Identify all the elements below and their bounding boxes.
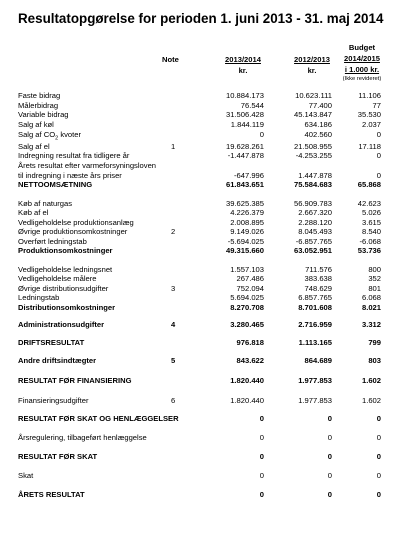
value-budget-2014-2015: 65.868 (357, 180, 381, 189)
table-row (0, 471, 400, 481)
row-label: Årsregulering, tilbageført henlæggelse (18, 433, 147, 442)
row-label: NETTOOMSÆTNING (18, 180, 93, 189)
table-row (0, 199, 400, 209)
value-2013-2014: 1.820.440 (230, 375, 264, 385)
value-2013-2014: -1.447.878 (227, 151, 264, 160)
col3-title: Budget (348, 43, 376, 52)
value-budget-2014-2015: 5.026 (361, 208, 381, 217)
value-2012-2013: 0 (327, 451, 332, 461)
value-2013-2014: 3.280.465 (230, 320, 264, 329)
row-label: Køb af naturgas (18, 198, 73, 208)
row-label-tail: kvoter (58, 129, 82, 139)
value-2012-2013: 45.143.847 (293, 110, 332, 119)
table-row (0, 396, 400, 406)
value-2012-2013: 0 (327, 470, 332, 480)
row-label: Skat (18, 470, 34, 480)
col1-year: 2013/2014 (225, 55, 261, 64)
col2-unit: kr. (307, 66, 317, 75)
value-2012-2013: 0 (327, 413, 332, 423)
table-row (0, 320, 400, 330)
value-2013-2014: 0 (259, 129, 264, 139)
value-2012-2013: 634.186 (304, 119, 332, 129)
row-label: Vedligeholdelse ledningsnet (18, 264, 113, 274)
value-2013-2014: 0 (259, 433, 264, 442)
value-2013-2014: 76.544 (240, 100, 264, 110)
value-2013-2014: 267.486 (236, 274, 264, 283)
value-budget-2014-2015: 35.530 (357, 110, 381, 119)
value-2012-2013: 2.716.959 (298, 320, 332, 329)
value-2012-2013: 75.584.683 (293, 180, 332, 189)
value-budget-2014-2015: 53.736 (357, 246, 381, 255)
col1-unit: kr. (238, 66, 248, 75)
row-note: 6 (171, 395, 176, 405)
row-label: Vedligeholdelse produktionsanlæg (18, 217, 134, 227)
value-budget-2014-2015: 801 (368, 283, 381, 293)
value-2012-2013: 56.909.783 (293, 198, 332, 208)
col3-note: (Ikke revideret) (342, 76, 382, 82)
value-budget-2014-2015: 8.021 (361, 302, 381, 312)
row-label: ÅRETS RESULTAT (18, 489, 85, 499)
row-note: 2 (171, 227, 176, 236)
table-row (0, 151, 400, 161)
value-2012-2013: 748.629 (304, 283, 332, 293)
table-row (0, 356, 400, 366)
value-budget-2014-2015: 1.602 (361, 375, 381, 385)
row-label: RESULTAT FØR SKAT (18, 451, 98, 461)
value-2013-2014: 0 (259, 413, 264, 423)
row-label: til indregning i næste års priser (18, 170, 122, 180)
col3-year: 2014/2015 (344, 54, 380, 63)
value-2013-2014: 61.843.651 (225, 180, 264, 189)
value-2012-2013: 1.977.853 (298, 395, 332, 405)
value-2012-2013: 63.052.951 (293, 246, 332, 255)
value-budget-2014-2015: 0 (376, 433, 381, 442)
col2-year: 2012/2013 (294, 55, 330, 64)
value-2013-2014: 4.226.379 (230, 208, 264, 217)
row-label: RESULTAT FØR SKAT OG HENLÆGGELSER (18, 413, 179, 423)
value-budget-2014-2015: 0 (376, 489, 381, 499)
value-budget-2014-2015: 0 (376, 413, 381, 423)
value-budget-2014-2015: -6.068 (359, 236, 381, 246)
value-budget-2014-2015: 0 (376, 451, 381, 461)
value-2012-2013: 402.560 (304, 129, 332, 139)
row-label: Variable bidrag (18, 110, 69, 119)
value-2012-2013: 864.689 (304, 355, 332, 365)
value-2012-2013: 1.977.853 (298, 375, 332, 385)
value-2012-2013: 10.623.111 (295, 91, 332, 100)
value-2013-2014: 2.008.895 (230, 217, 264, 227)
table-row (0, 161, 400, 171)
row-label: Produktionsomkostninger (18, 246, 113, 255)
table-row (0, 180, 400, 190)
value-2013-2014: 752.094 (236, 283, 264, 293)
value-budget-2014-2015: 800 (368, 264, 381, 274)
table-row (0, 265, 400, 275)
value-2013-2014: 0 (259, 470, 264, 480)
value-2013-2014: 10.884.173 (225, 91, 264, 100)
table-row (0, 284, 400, 294)
value-2012-2013: 77.400 (308, 100, 332, 110)
value-budget-2014-2015: 0 (376, 151, 381, 160)
value-budget-2014-2015: 77 (372, 100, 381, 110)
note-column-header: Note (162, 55, 179, 64)
row-label: Distributionsomkostninger (18, 302, 116, 312)
value-budget-2014-2015: 0 (376, 470, 381, 480)
table-row (0, 142, 400, 152)
value-2013-2014: 5.694.025 (230, 293, 264, 302)
row-label: Øvrige distributionsudgifter (18, 283, 109, 293)
row-label-subscript: 2 (55, 135, 59, 142)
value-2013-2014: -647.996 (234, 170, 264, 180)
value-2012-2013: 1.447.878 (298, 170, 332, 180)
col2-header (284, 55, 340, 76)
value-2013-2014: 31.506.428 (225, 110, 264, 119)
row-note: 3 (171, 283, 176, 293)
value-budget-2014-2015: 17.118 (358, 141, 381, 151)
row-label: Ledningstab (18, 293, 60, 302)
table-row (0, 218, 400, 228)
row-label-text: Salg af CO (18, 129, 56, 139)
table-row (0, 110, 400, 120)
value-budget-2014-2015: 6.068 (361, 293, 381, 302)
row-note: 1 (171, 141, 176, 151)
row-label: Øvrige produktionsomkostninger (18, 227, 128, 236)
value-2013-2014: 8.270.708 (230, 302, 264, 312)
row-label: Målerbidrag (18, 100, 59, 110)
table-row (0, 452, 400, 462)
value-budget-2014-2015: 0 (376, 129, 381, 139)
table-row (0, 237, 400, 247)
value-budget-2014-2015: 1.602 (361, 395, 381, 405)
table-row (0, 293, 400, 303)
value-2013-2014: 1.557.103 (230, 264, 264, 274)
value-2012-2013: 0 (327, 489, 332, 499)
value-2013-2014: 976.818 (236, 338, 264, 347)
row-label: Andre driftsindtægter (18, 355, 97, 365)
value-2012-2013: -4.253.255 (295, 151, 332, 160)
table-row (0, 101, 400, 111)
col3-unit: i 1.000 kr. (344, 65, 380, 74)
row-label: Vedligeholdelse målere (18, 274, 97, 283)
table-row (0, 120, 400, 130)
value-2013-2014: -5.694.025 (227, 236, 264, 246)
page-title: Resultatopgørelse for perioden 1. juni 2013 - 31. maj 2014 (18, 11, 384, 26)
value-budget-2014-2015: 799 (368, 338, 381, 347)
value-2013-2014: 19.628.261 (225, 141, 264, 151)
table-row (0, 433, 400, 443)
value-2012-2013: 6.857.765 (298, 293, 332, 302)
col1-header (215, 55, 271, 76)
value-budget-2014-2015: 0 (376, 170, 381, 180)
table-row (0, 208, 400, 218)
value-2012-2013: 0 (327, 433, 332, 442)
value-2012-2013: -6.857.765 (295, 236, 332, 246)
row-note: 5 (171, 355, 176, 365)
row-label (18, 130, 81, 140)
row-note: 4 (171, 320, 176, 329)
row-label: Finansieringsudgifter (18, 395, 89, 405)
value-2013-2014: 843.622 (236, 355, 264, 365)
value-budget-2014-2015: 11.106 (358, 91, 381, 100)
row-label: Overført ledningstab (18, 236, 87, 246)
value-budget-2014-2015: 352 (368, 274, 381, 283)
row-label: Indregning resultat fra tidligere år (18, 151, 130, 160)
value-budget-2014-2015: 2.037 (361, 119, 381, 129)
value-2013-2014: 1.844.119 (230, 119, 264, 129)
table-row (0, 91, 400, 101)
table-row (0, 338, 400, 348)
row-label: RESULTAT FØR FINANSIERING (18, 375, 132, 385)
col3-header (336, 43, 388, 83)
value-2012-2013: 8.701.608 (298, 302, 332, 312)
value-2013-2014: 0 (259, 489, 264, 499)
table-row (0, 130, 400, 140)
value-budget-2014-2015: 3.312 (361, 320, 381, 329)
row-label: Administrationsudgifter (18, 320, 105, 329)
value-2012-2013: 2.667.320 (298, 208, 332, 217)
table-row (0, 227, 400, 237)
value-2012-2013: 21.508.955 (293, 141, 332, 151)
table-row (0, 376, 400, 386)
value-2013-2014: 49.315.660 (225, 246, 264, 255)
value-budget-2014-2015: 3.615 (361, 217, 381, 227)
table-row (0, 490, 400, 500)
value-2012-2013: 711.576 (305, 264, 332, 274)
value-2012-2013: 2.288.120 (298, 217, 332, 227)
value-2013-2014: 0 (259, 451, 264, 461)
row-label: Faste bidrag (18, 91, 61, 100)
row-label: Årets resultat efter varmeforsyningsloven (18, 160, 157, 170)
table-row (0, 246, 400, 256)
value-2012-2013: 1.113.165 (298, 338, 332, 347)
table-row (0, 171, 400, 181)
value-2012-2013: 383.638 (304, 274, 332, 283)
value-2013-2014: 39.625.385 (225, 198, 264, 208)
value-2013-2014: 1.820.440 (230, 395, 264, 405)
value-2012-2013: 8.045.493 (298, 227, 332, 236)
value-2013-2014: 9.149.026 (230, 227, 264, 236)
table-row (0, 303, 400, 313)
table-row (0, 414, 400, 424)
value-budget-2014-2015: 803 (368, 355, 381, 365)
value-budget-2014-2015: 42.623 (357, 198, 381, 208)
row-label: Salg af el (18, 141, 50, 151)
row-label: Salg af køl (18, 119, 54, 129)
row-label: DRIFTSRESULTAT (18, 338, 85, 347)
row-label: Køb af el (18, 208, 49, 217)
table-row (0, 274, 400, 284)
value-budget-2014-2015: 8.540 (361, 227, 381, 236)
